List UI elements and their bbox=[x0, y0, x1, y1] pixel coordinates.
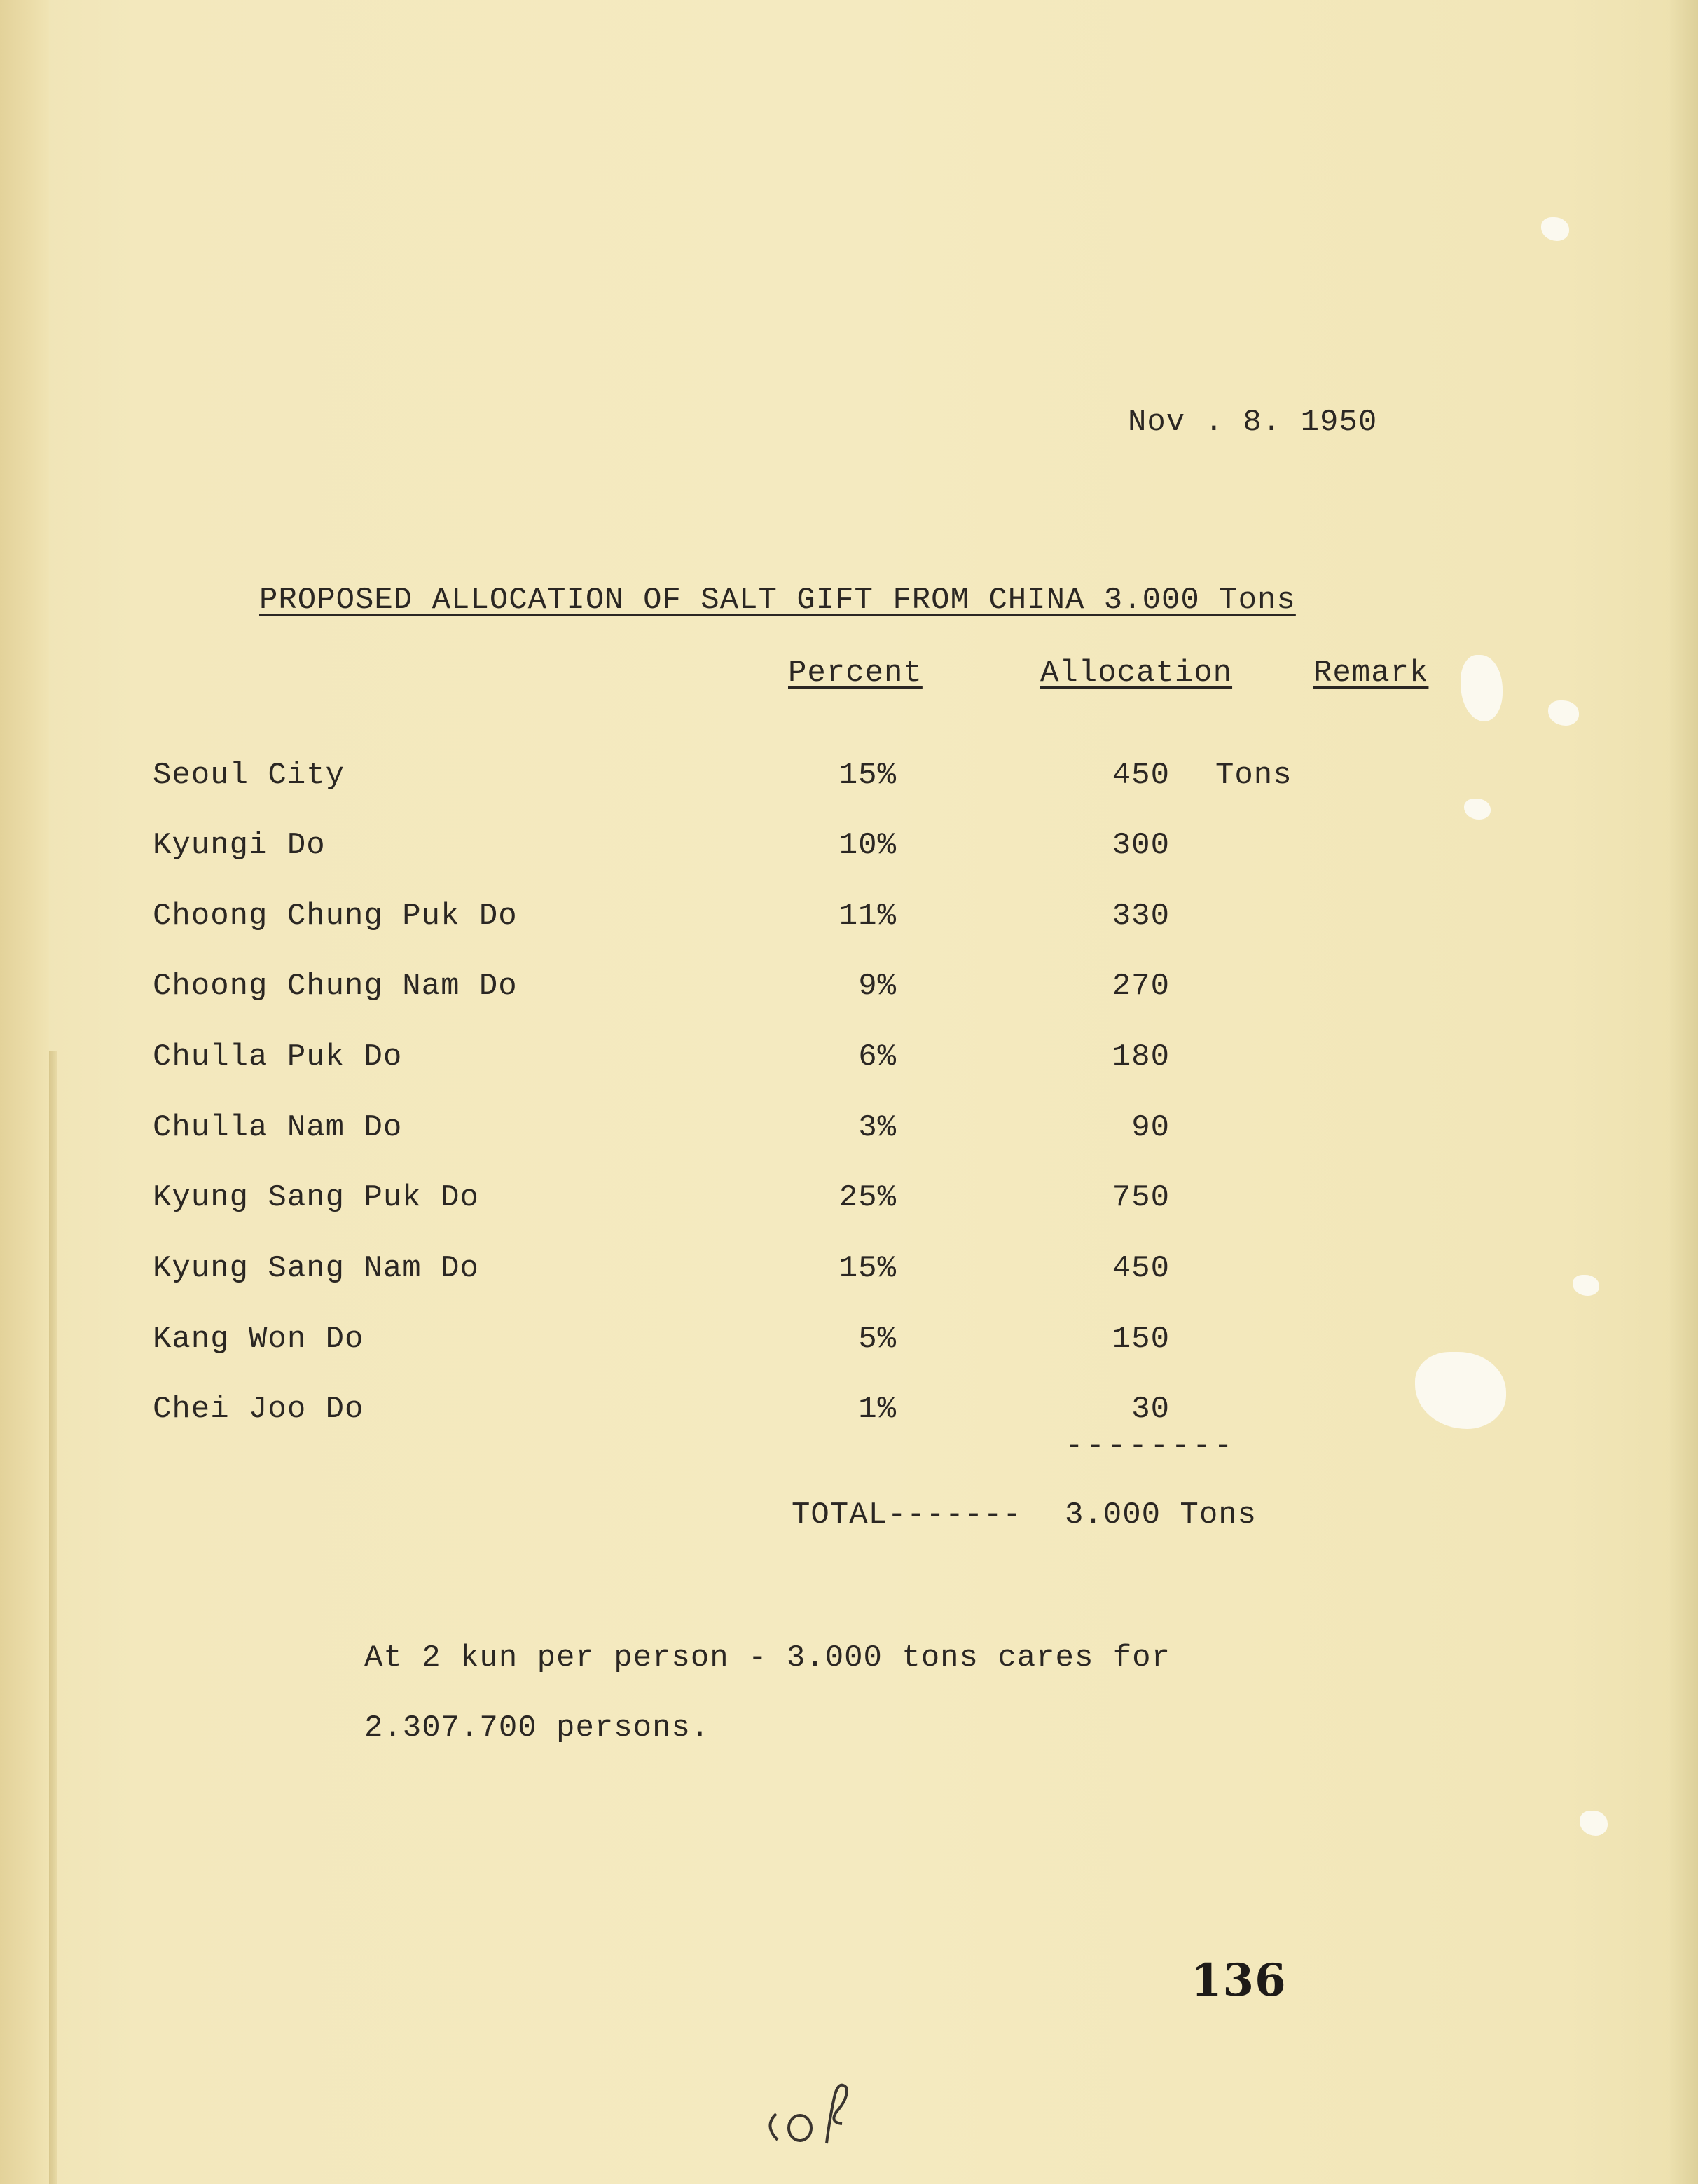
document-title: PROPOSED ALLOCATION OF SALT GIFT FROM CHINA 3.000 Tons bbox=[259, 583, 1296, 618]
region-percent: 15% bbox=[838, 758, 897, 793]
column-header-allocation: Allocation bbox=[1040, 656, 1233, 691]
region-percent: 10% bbox=[838, 828, 897, 863]
region-name: Choong Chung Nam Do bbox=[153, 969, 518, 1004]
region-name: Chulla Puk Do bbox=[153, 1039, 403, 1074]
region-name: Chulla Nam Do bbox=[153, 1110, 403, 1145]
region-percent: 25% bbox=[838, 1180, 897, 1215]
region-percent: 5% bbox=[858, 1322, 897, 1357]
paper-hole bbox=[1541, 217, 1569, 241]
paper-left-strip bbox=[0, 0, 49, 2184]
binding-edge bbox=[49, 1051, 57, 2184]
paper-right-edge bbox=[1670, 0, 1698, 2184]
paper-hole bbox=[1415, 1352, 1506, 1429]
region-allocation: 270 bbox=[1112, 969, 1170, 1004]
region-name: Kang Won Do bbox=[153, 1322, 364, 1357]
region-name: Kyung Sang Puk Do bbox=[153, 1180, 479, 1215]
region-allocation: 300 bbox=[1112, 828, 1170, 863]
total-value: 3.000 Tons bbox=[1065, 1498, 1257, 1533]
pencil-mark bbox=[757, 2073, 883, 2157]
region-percent: 1% bbox=[858, 1392, 897, 1427]
column-header-remarks: Remark bbox=[1313, 656, 1429, 691]
region-percent: 3% bbox=[858, 1110, 897, 1145]
column-header-percent: Percent bbox=[788, 656, 923, 691]
paper-hole bbox=[1464, 799, 1491, 820]
region-allocation: 150 bbox=[1112, 1322, 1170, 1357]
region-percent: 11% bbox=[838, 899, 897, 934]
region-allocation: 750 bbox=[1112, 1180, 1170, 1215]
paper-hole bbox=[1548, 700, 1579, 726]
region-percent: 6% bbox=[858, 1039, 897, 1074]
region-allocation: 30 bbox=[1131, 1392, 1170, 1427]
paper-hole bbox=[1580, 1811, 1608, 1836]
region-allocation: 330 bbox=[1112, 899, 1170, 934]
region-name: Seoul City bbox=[153, 758, 345, 793]
total-divider: -------- bbox=[1065, 1429, 1236, 1464]
region-name: Kyung Sang Nam Do bbox=[153, 1251, 479, 1286]
region-allocation: 90 bbox=[1131, 1110, 1170, 1145]
allocation-unit: Tons bbox=[1215, 758, 1292, 793]
region-allocation: 180 bbox=[1112, 1039, 1170, 1074]
region-percent: 9% bbox=[858, 969, 897, 1004]
document-date: Nov . 8. 1950 bbox=[1128, 405, 1378, 440]
region-name: Chei Joo Do bbox=[153, 1392, 364, 1427]
page-number: 136 bbox=[1191, 1954, 1287, 2007]
region-allocation: 450 bbox=[1112, 1251, 1170, 1286]
region-percent: 15% bbox=[838, 1251, 897, 1286]
note-line: 2.307.700 persons. bbox=[364, 1710, 710, 1746]
region-name: Choong Chung Puk Do bbox=[153, 899, 518, 934]
paper-hole bbox=[1461, 655, 1503, 721]
region-name: Kyungi Do bbox=[153, 828, 326, 863]
note-line: At 2 kun per person - 3.000 tons cares for bbox=[364, 1640, 1171, 1675]
region-allocation: 450 bbox=[1112, 758, 1170, 793]
total-label: TOTAL------- bbox=[792, 1498, 1022, 1533]
paper-hole bbox=[1573, 1275, 1599, 1296]
